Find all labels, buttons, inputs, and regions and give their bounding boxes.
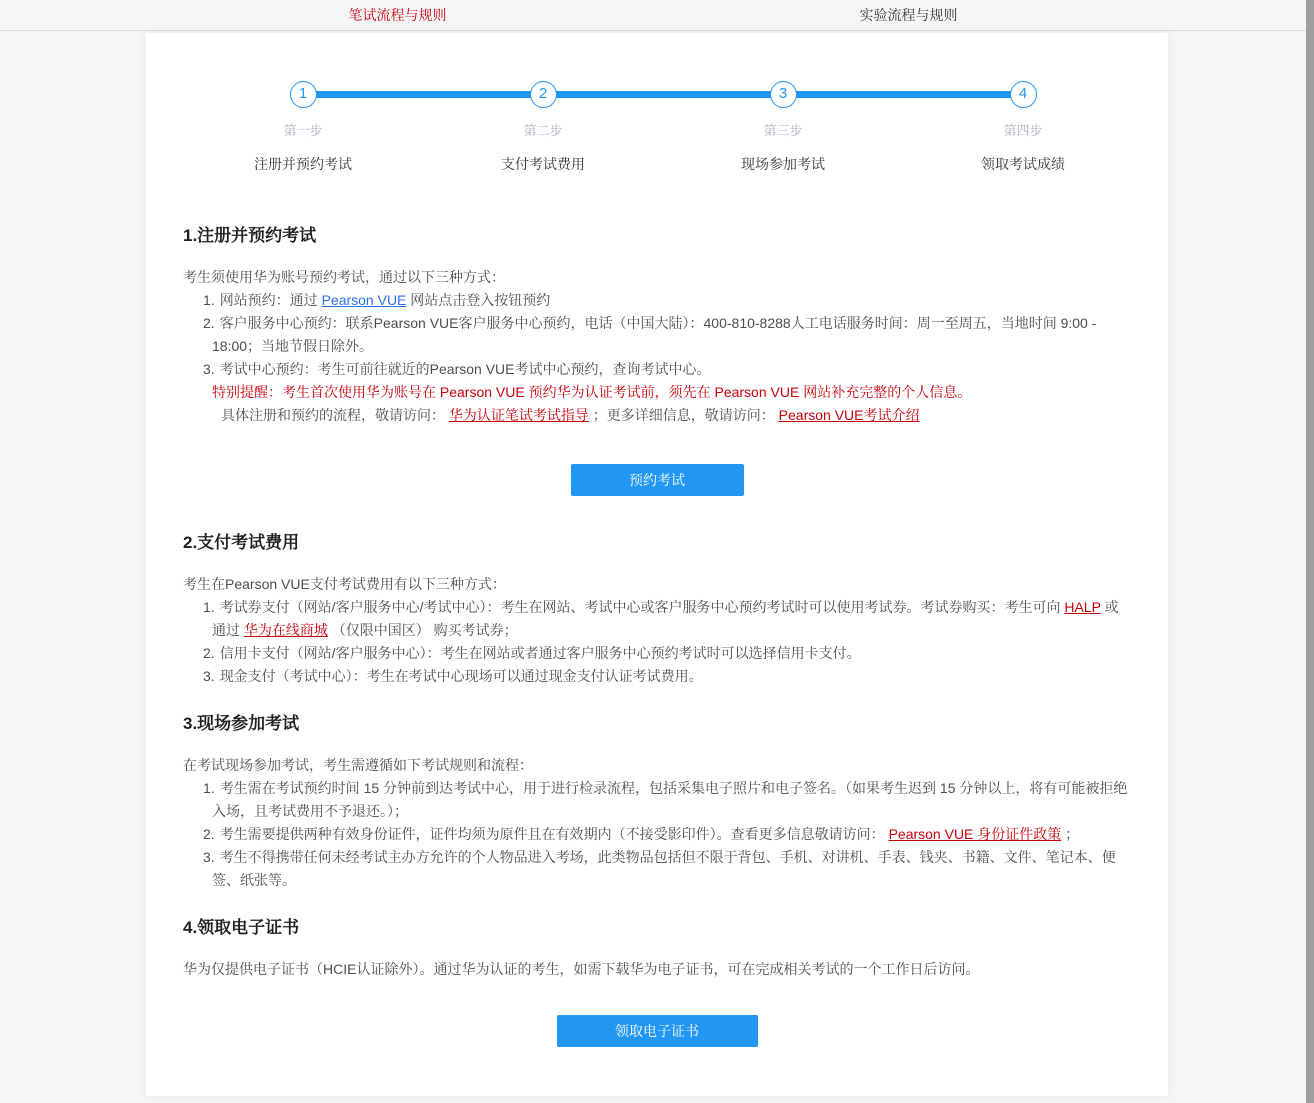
top-tab-bar (0, 0, 1306, 31)
step-4-label: 第四步 (1003, 123, 1043, 138)
step-3-circle: 3 (770, 81, 797, 108)
pearson-vue-exam-intro-link[interactable]: Pearson VUE考试介绍 (778, 407, 920, 423)
section-4-text: 华为仅提供电子证书（HCIE认证除外）。通过华为认证的考生，如需下载华为电子证书，可在完成相关考试的一个工作日后访问。 (183, 961, 980, 977)
get-certificate-button[interactable]: 领取电子证书 (557, 1015, 758, 1047)
list-item: 3. 现金支付（考试中心）：考生在考试中心现场可以通过现金支付认证考试费用。 (203, 668, 703, 684)
pearson-vue-link[interactable]: Pearson VUE (321, 292, 407, 308)
step-2-title: 支付考试费用 (501, 156, 585, 172)
tab-lab-exam-rules[interactable]: 实验流程与规则 (859, 7, 958, 23)
list-item: 3. 考生不得携带任何未经考试主办方允许的个人物品进入考场，此类物品包括但不限于背包、手机、对讲机、手表、钱夹、书籍、文件、笔记本、便签、纸张等。 (203, 849, 1116, 888)
section-1-intro: 考生须使用华为账号预约考试，通过以下三种方式： (183, 269, 505, 285)
tab-written-exam-rules[interactable]: 笔试流程与规则 (348, 7, 447, 23)
step-4-circle: 4 (1010, 81, 1037, 108)
get-certificate-button-row (183, 1015, 1131, 1047)
book-exam-button-row (183, 464, 1131, 496)
list-item: 3. 考试中心预约：考生可前往就近的Pearson VUE考试中心预约，查询考试中心。 (203, 361, 711, 377)
section-pay-exam-fee (183, 531, 1131, 688)
section-3-heading: 3.现场参加考试 (183, 714, 300, 733)
step-3-label: 第三步 (763, 123, 803, 138)
book-exam-button[interactable]: 预约考试 (571, 464, 744, 496)
special-reminder-text: 特别提醒：考生首次使用华为账号在 Pearson VUE 预约华为认证考试前，须先在 Pearson VUE 网站补充完整的个人信息。 (212, 384, 972, 400)
id-policy-link[interactable]: Pearson VUE 身份证件政策 (888, 826, 1062, 842)
section-1-detail-line: 具体注册和预约的流程，敬请访问： 华为认证笔试考试指导 ；更多详细信息，敬请访问： Pearson VUE考试介绍 (221, 407, 920, 423)
section-register-and-book (183, 224, 1131, 496)
section-2-heading: 2.支付考试费用 (183, 533, 300, 552)
step-1-label: 第一步 (283, 123, 323, 138)
step-4 (903, 81, 1143, 174)
vertical-scrollbar[interactable] (1306, 0, 1314, 1103)
step-2-circle: 2 (530, 81, 557, 108)
section-3-list (203, 777, 1131, 892)
section-3-intro: 在考试现场参加考试，考生需遵循如下考试规则和流程： (183, 757, 533, 773)
section-1-heading: 1.注册并预约考试 (183, 226, 317, 245)
step-1-circle: 1 (290, 81, 317, 108)
section-4-heading: 4.领取电子证书 (183, 918, 300, 937)
list-item: 1. 考试券支付（网站/客户服务中心/考试中心）：考生在网站、考试中心或客户服务中心预约考试时可以使用考试券。考试券购买：考生可向 HALP 或通过 华为在线商城 （仅限中国区） 购买考试券； (203, 599, 1119, 638)
content-card (146, 33, 1168, 1096)
list-item: 2. 信用卡支付（网站/客户服务中心）：考生在网站或者通过客户服务中心预约考试时可以选择信用卡支付。 (203, 645, 861, 661)
step-2 (423, 81, 663, 174)
step-2-label: 第二步 (523, 123, 563, 138)
section-2-list (203, 596, 1131, 688)
list-item: 2. 客户服务中心预约：联系Pearson VUE客户服务中心预约，电话（中国大陆）：400-810-8288人工电话服务时间：周一至周五，当地时间 9:00 - 18:00；当地节假日除外。 (203, 315, 1097, 354)
list-item: 1. 网站预约：通过 Pearson VUE 网站点击登入按钮预约 (203, 292, 551, 308)
step-3-title: 现场参加考试 (741, 156, 825, 172)
list-item: 1. 考生需在考试预约时间 15 分钟前到达考试中心，用于进行检录流程，包括采集电子照片和电子签名。（如果考生迟到 15 分钟以上，将有可能被拒绝入场，且考试费用不予退还。）； (203, 780, 1128, 819)
huawei-online-store-link[interactable]: 华为在线商城 (243, 622, 328, 638)
section-attend-exam (183, 712, 1131, 892)
section-get-certificate (183, 916, 1131, 1047)
section-2-intro: 考生在Pearson VUE支付考试费用有以下三种方式： (183, 576, 506, 592)
step-1 (183, 81, 423, 174)
tab-group (142, 0, 1164, 30)
section-1-list (203, 289, 1131, 381)
halp-link[interactable]: HALP (1064, 599, 1101, 615)
step-4-title: 领取考试成绩 (981, 156, 1065, 172)
written-exam-guide-link[interactable]: 华为认证笔试考试指导 (448, 407, 589, 423)
step-3 (663, 81, 903, 174)
step-1-title: 注册并预约考试 (254, 156, 352, 172)
exam-process-stepper (183, 81, 1143, 174)
list-item: 2. 考生需要提供两种有效身份证件，证件均须为原件且在有效期内（不接受影印件）。查看更多信息敬请访问： Pearson VUE 身份证件政策 ； (203, 826, 1080, 842)
